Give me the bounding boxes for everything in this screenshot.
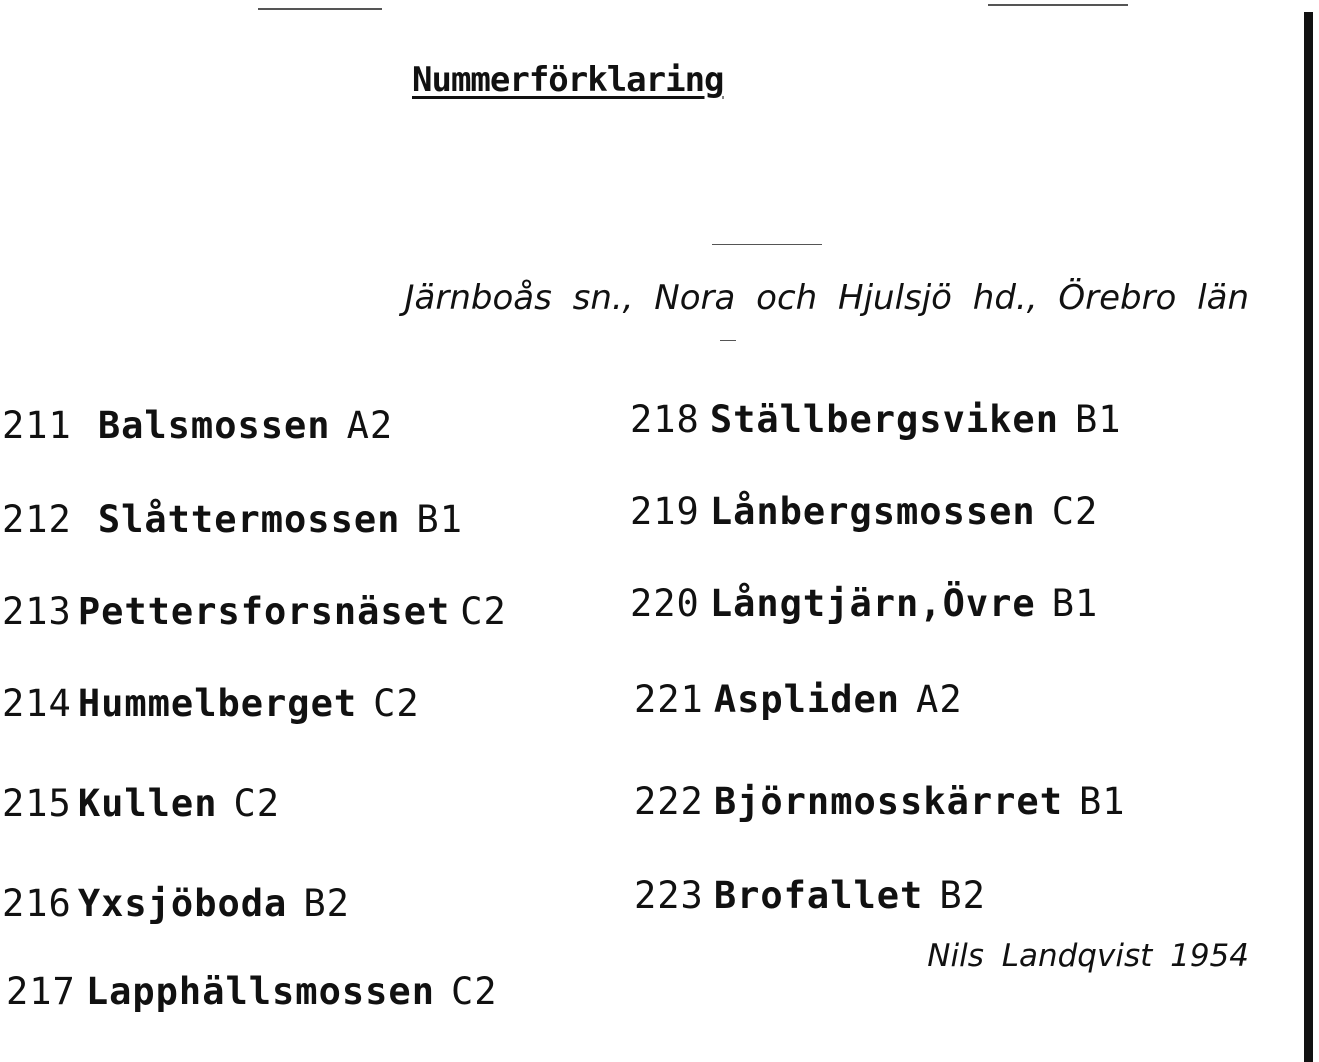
scan-speck [712,244,822,245]
entry-code: B2 [303,882,350,925]
signature: Nils Landqvist 1954 [927,938,1249,974]
entry-number: 211 [2,404,72,447]
entry-name: Yxsjöboda [77,882,288,925]
entry-number: 213 [2,590,72,633]
list-item [634,874,986,917]
entry-number: 223 [634,874,704,917]
entry-name: Balsmossen [97,404,331,447]
entry-name: Slåttermossen [97,498,401,541]
entry-number: 219 [630,490,700,533]
entry-number: 217 [6,970,76,1013]
scan-speck [258,8,382,10]
entry-code: B2 [939,874,986,917]
list-item [630,490,1098,533]
list-item [2,882,350,925]
entry-code: C2 [373,682,420,725]
entry-code: B1 [416,498,463,541]
entry-name: Björnmosskärret [713,780,1063,823]
list-item [2,782,280,825]
entry-code: B1 [1078,780,1126,823]
entry-name: Hummelberget [77,682,358,725]
entry-number: 212 [2,498,72,541]
page-edge-rule [1304,12,1313,1062]
entry-name: Långtjärn,Övre [709,582,1036,625]
entry-code: C2 [450,970,498,1013]
list-item [6,970,498,1013]
entry-name: Lånbergsmossen [709,490,1036,533]
entry-name: Lapphällsmossen [85,970,435,1013]
entry-number: 221 [634,678,704,721]
list-item [2,682,420,725]
entry-code: A2 [346,404,394,447]
entry-code: C2 [1051,490,1099,533]
list-item [630,582,1098,625]
page-subtitle: Järnboås sn., Nora och Hjulsjö hd., Örebro län [404,278,1249,318]
list-item [630,398,1122,441]
entry-name: Aspliden [713,678,901,721]
entry-code: A2 [916,678,963,721]
list-item [2,590,507,633]
entry-name: Ställbergsviken [709,398,1059,441]
entry-number: 215 [2,782,72,825]
list-item [634,678,963,721]
entry-name: Pettersforsnäset [77,590,451,633]
list-item [2,498,463,541]
entry-number: 214 [2,682,72,725]
list-item [2,404,393,447]
entry-number: 220 [630,582,700,625]
list-item [634,780,1126,823]
entry-number: 216 [2,882,72,925]
page-title: Nummerförklaring [412,60,724,100]
entry-code: C2 [460,590,507,633]
entry-number: 222 [634,780,704,823]
scan-speck [720,340,736,341]
entry-name: Kullen [77,782,218,825]
entry-number: 218 [630,398,700,441]
scan-speck [988,4,1128,6]
entry-code: B1 [1051,582,1099,625]
entry-code: C2 [233,782,281,825]
entry-code: B1 [1074,398,1122,441]
entry-name: Brofallet [713,874,924,917]
